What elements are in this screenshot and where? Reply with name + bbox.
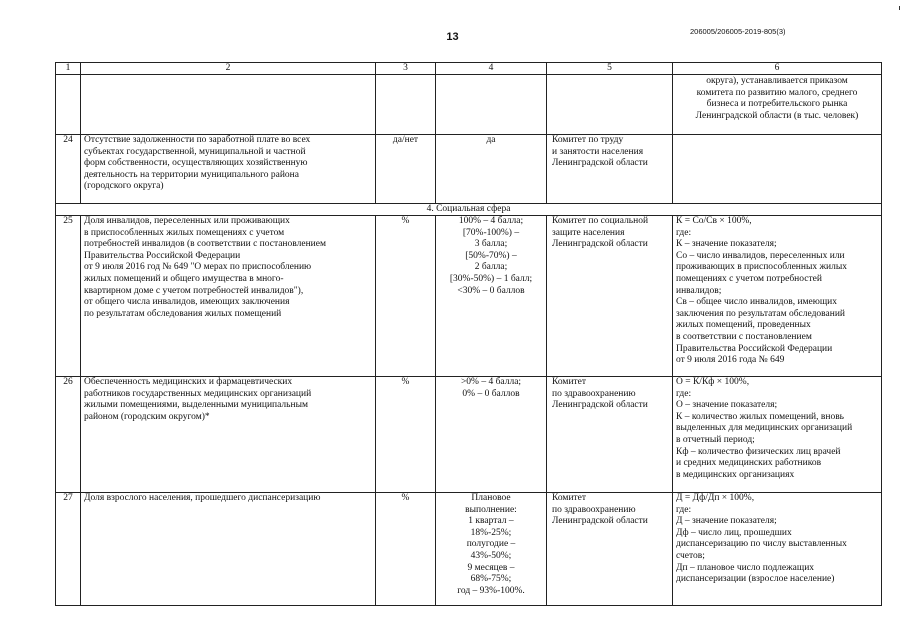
indicator-name-cell: Доля инвалидов, переселенных или проживающих в приспособленных жилых помещениях с учетом потребностей инвалидов (в соответствии с постановлением Правительства Российской Федерации от 9 июля 2016 год № 649 "О мерах по приспособлению жилых помещений и общего имущества в много- квартирном доме с учетом потребностей инвалидов"), от общего числа инвалидов, имеющих заключения по результатам обследования жилых помещений: [81, 216, 376, 377]
formula-cell: [673, 135, 882, 204]
unit-cell: %: [376, 216, 436, 377]
norm-cell: [436, 75, 547, 135]
corner-mark: [899, 6, 900, 10]
row-number-cell: [56, 75, 81, 135]
table-row: [56, 493, 882, 606]
table-row: [56, 216, 882, 377]
unit-cell: [376, 75, 436, 135]
indicator-name-cell: [81, 75, 376, 135]
column-header: 1: [56, 63, 81, 75]
table-row: [56, 377, 882, 493]
page-number: 13: [446, 31, 459, 43]
unit-cell: %: [376, 493, 436, 606]
formula-cell: Д = Дф/Дп × 100%, где: Д – значение показателя; Дф – число лиц, прошедших диспансеризацию по числу выставленных счетов; Дп – плановое число подлежащих диспансеризации (взрослое население): [673, 493, 882, 606]
column-header: 2: [81, 63, 376, 75]
executor-cell: Комитет по социальной защите населения Ленинградской области: [547, 216, 673, 377]
column-header: 3: [376, 63, 436, 75]
document-code: 206005/206005-2019-805(3): [690, 27, 786, 36]
section-title: 4. Социальная сфера: [56, 204, 882, 216]
unit-cell: %: [376, 377, 436, 493]
formula-cell: О = К/Кф × 100%, где: О – значение показателя; К – количество жилых помещений, вновь выделенных для медицинских организаций в отчетный период; Кф – количество физических лиц врачей и средних медицинских работников в медицинских организациях: [673, 377, 882, 493]
indicator-name-cell: Отсутствие задолженности по заработной плате во всех субъектах государственной, муниципальной и частной форм собственности, осуществляющих хозяйственную деятельность на территории муниципального района (городского округа): [81, 135, 376, 204]
formula-cell: К = Со/Св × 100%, где: К – значение показателя; Со – число инвалидов, переселенных или проживающих в приспособленных жилых помещениях с учетом потребностей инвалидов; Св – общее число инвалидов, имеющих заключения по результатам обследований жилых помещений, проведенных в соответствии с постановлением Правительства Российской Федерации от 9 июля 2016 года № 649: [673, 216, 882, 377]
column-header-row: [56, 63, 882, 75]
table-row-continued: [56, 75, 882, 135]
column-header: 4: [436, 63, 547, 75]
norm-cell: 100% – 4 балла; [70%-100%) – 3 балла; [50%-70%) – 2 балла; [30%-50%) – 1 балл; <30% – 0 баллов: [436, 216, 547, 377]
executor-cell: Комитет по здравоохранению Ленинградской области: [547, 493, 673, 606]
formula-cell: округа), устанавливается приказом комитета по развитию малого, среднего бизнеса и потребительского рынка Ленинградской области (в тыс. человек): [673, 75, 882, 135]
column-header: 6: [673, 63, 882, 75]
executor-cell: [547, 75, 673, 135]
executor-cell: Комитет по труду и занятости населения Ленинградской области: [547, 135, 673, 204]
indicators-table: [55, 62, 882, 606]
executor-cell: Комитет по здравоохранению Ленинградской области: [547, 377, 673, 493]
row-number-cell: 26: [56, 377, 81, 493]
section-row: [56, 204, 882, 216]
norm-cell: >0% – 4 балла; 0% – 0 баллов: [436, 377, 547, 493]
row-number-cell: 25: [56, 216, 81, 377]
table-row: [56, 135, 882, 204]
indicator-name-cell: Обеспеченность медицинских и фармацевтических работников государственных медицинских организаций жилыми помещениями, выделенными муниципальным районом (городским округом)*: [81, 377, 376, 493]
row-number-cell: 24: [56, 135, 81, 204]
norm-cell: Плановое выполнение: 1 квартал – 18%-25%; полугодие – 43%-50%; 9 месяцев – 68%-75%; год – 93%-100%.: [436, 493, 547, 606]
norm-cell: да: [436, 135, 547, 204]
unit-cell: да/нет: [376, 135, 436, 204]
column-header: 5: [547, 63, 673, 75]
indicator-name-cell: Доля взрослого населения, прошедшего диспансеризацию: [81, 493, 376, 606]
row-number-cell: 27: [56, 493, 81, 606]
